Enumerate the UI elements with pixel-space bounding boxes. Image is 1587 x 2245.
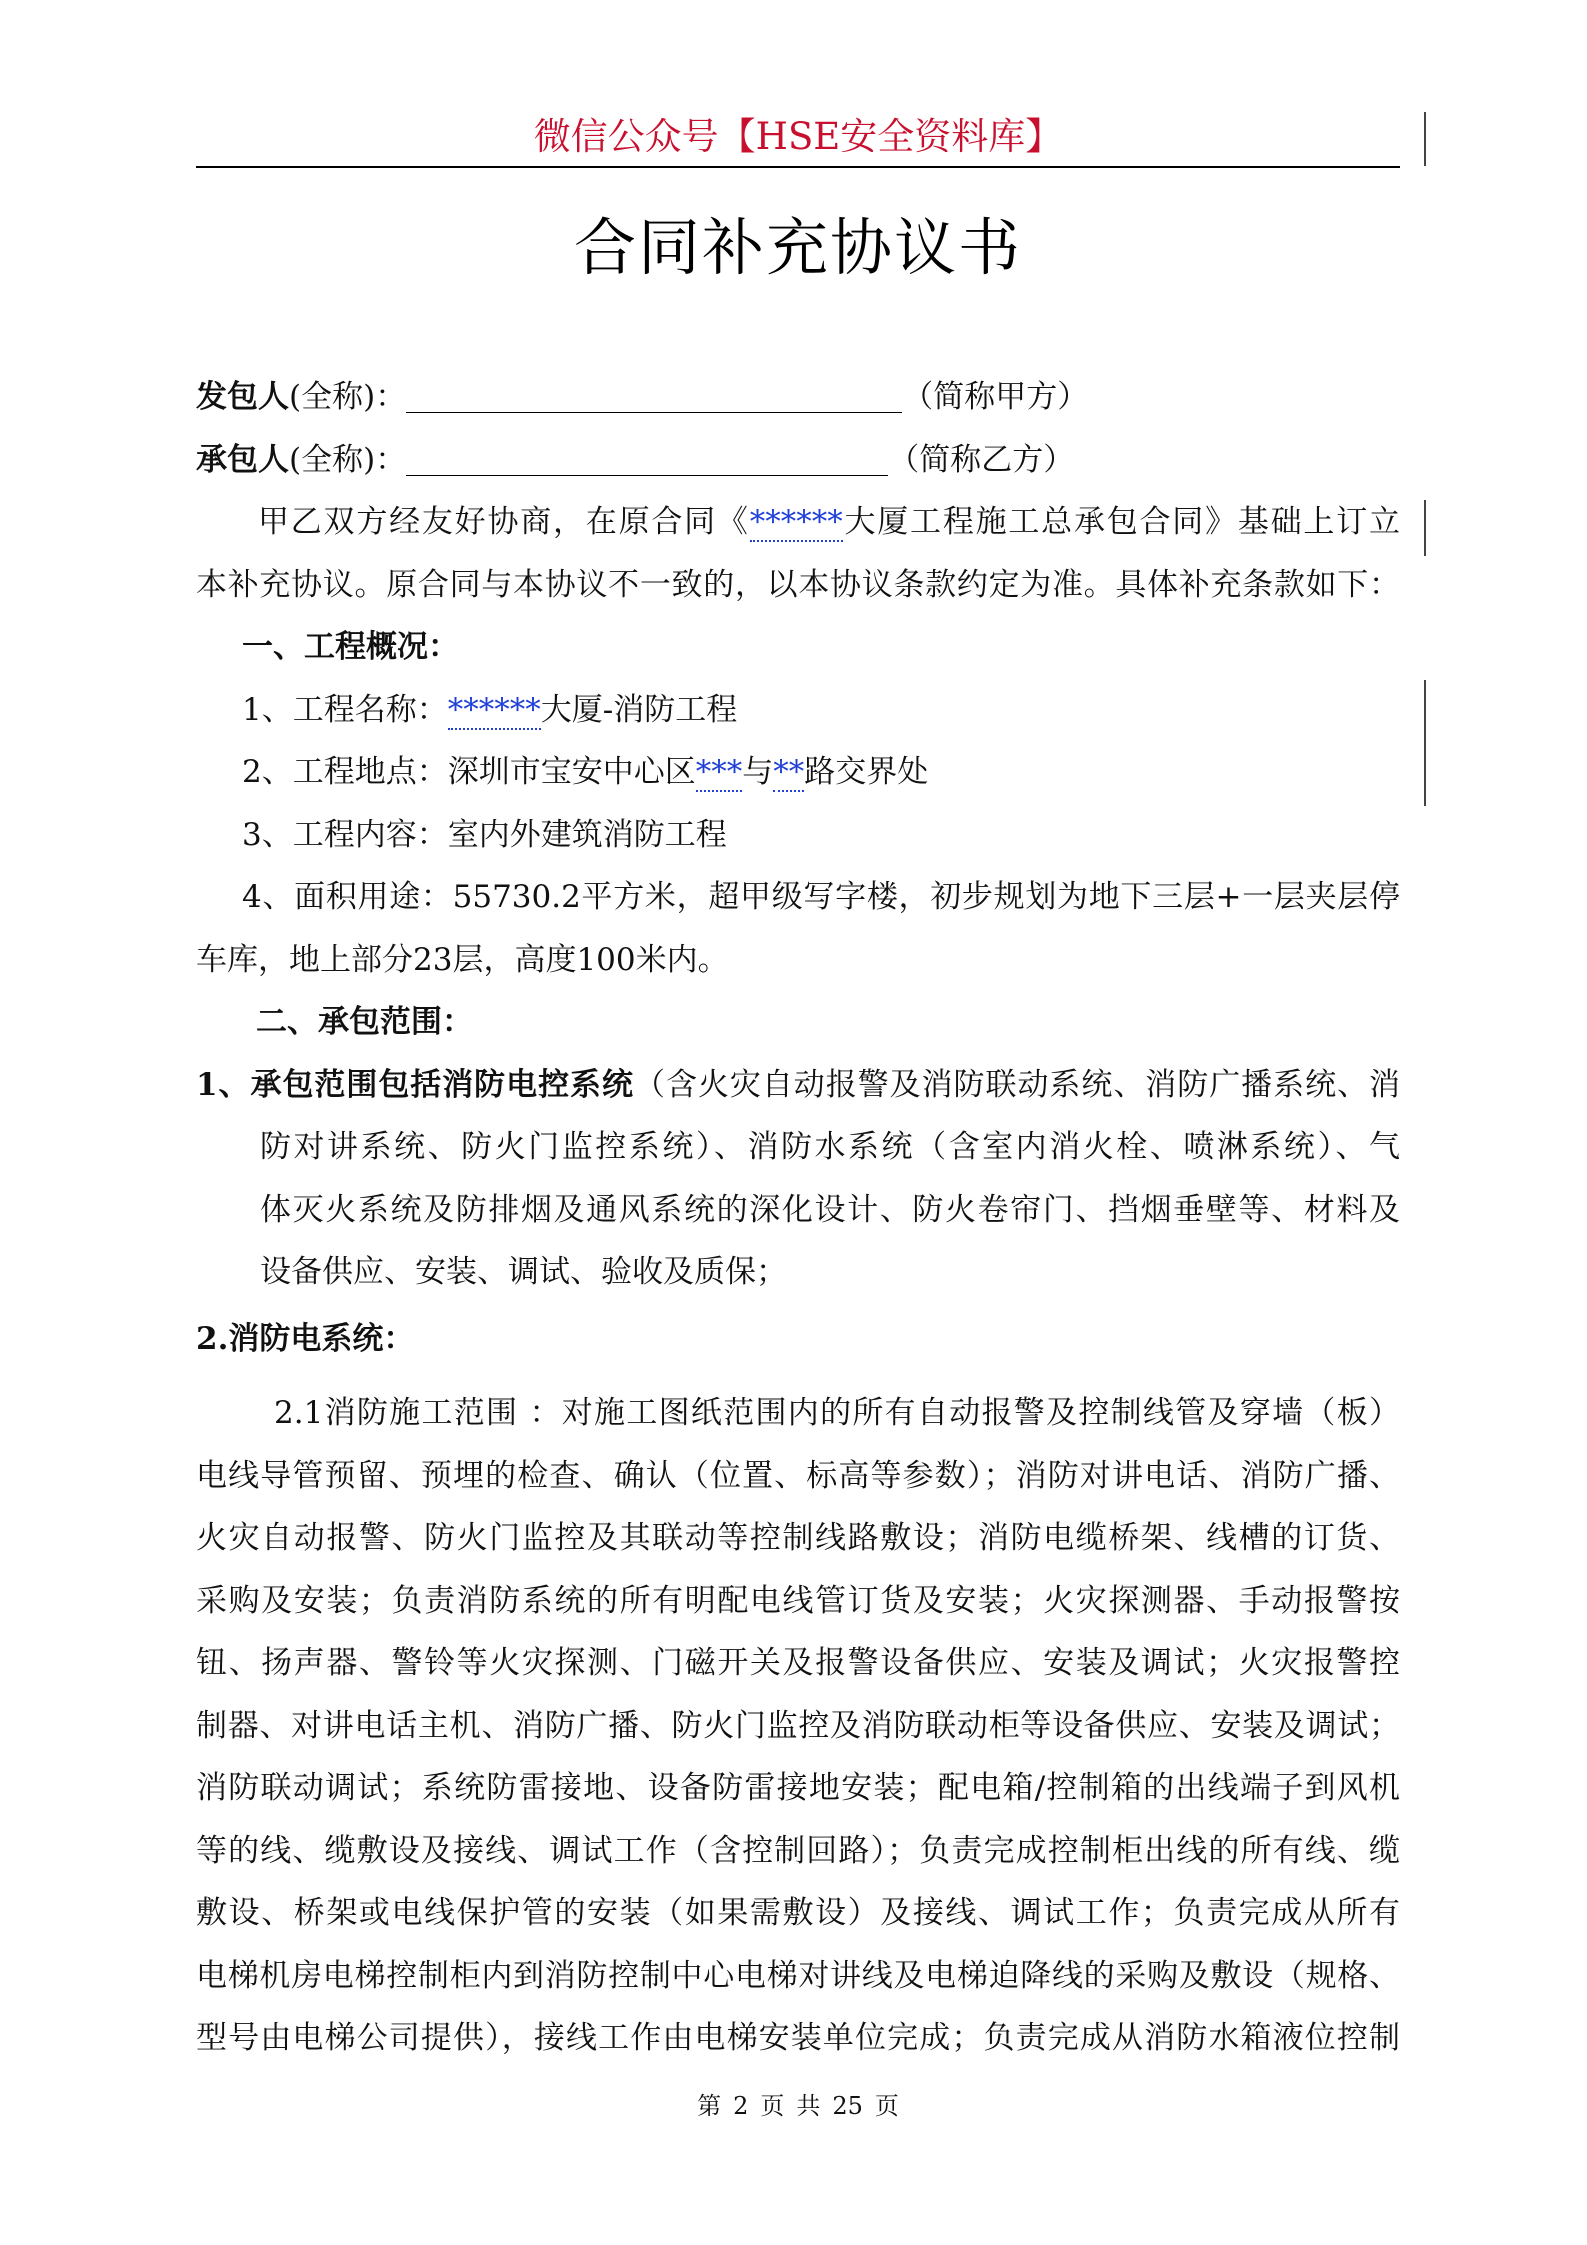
item-value: 与: [742, 754, 774, 790]
contractor-note: (全称)：: [289, 441, 407, 478]
contractor-blank: [406, 445, 888, 476]
scope-line-2: 防对讲系统、防火门监控系统）、消防水系统（含室内消火栓、喷淋系统）、气: [260, 1129, 1400, 1165]
electrical-line: 电梯机房电梯控制柜内到消防控制中心电梯对讲线及电梯迫降线的采购及敷设（规格、: [196, 1957, 1400, 1994]
item-label: 1、工程名称：: [242, 691, 448, 728]
footer-text: 共: [796, 2092, 821, 2120]
scope-line-4: 设备供应、安装、调试、验收及质保；: [260, 1254, 787, 1290]
section-heading-overview: 一、工程概况：: [242, 629, 459, 665]
project-name-link[interactable]: ******: [447, 691, 541, 728]
revision-bar: [1424, 112, 1426, 166]
intro-text: 甲乙双方经友好协商，在原合同《: [258, 504, 750, 540]
item-value: 大厦-消防工程: [540, 691, 738, 728]
overview-item-content: 3、工程内容：室内外建筑消防工程: [242, 816, 727, 853]
section-heading-scope: 二、承包范围：: [256, 1004, 473, 1040]
document-body: [196, 366, 1400, 2070]
revision-bar: [1424, 500, 1426, 556]
employer-label: 发包人: [196, 379, 289, 415]
intro-text: 大厦工程施工总承包合同》基础上订立: [842, 504, 1400, 540]
footer-text: 第: [697, 2092, 722, 2120]
contractor-suffix: （简称乙方）: [888, 441, 1075, 478]
electrical-line: 消防联动调试；系统防雷接地、设备防雷接地安装；配电箱/控制箱的出线端子到风机: [196, 1770, 1400, 1806]
scope-line-3: 体灭火系统及防排烟及通风系统的深化设计、防火卷帘门、挡烟垂壁等、材料及: [260, 1191, 1400, 1228]
item-value: 路交界处: [804, 754, 929, 790]
electrical-line: 型号由电梯公司提供），接线工作由电梯安装单位完成；负责完成从消防水箱液位控制: [196, 2020, 1400, 2056]
overview-item-name: [196, 679, 1400, 742]
revision-bar: [1424, 680, 1426, 806]
employer-line: [196, 366, 1400, 429]
overview-item-location: [196, 741, 1400, 804]
employer-suffix: （简称甲方）: [902, 379, 1089, 415]
road-link-2[interactable]: **: [773, 754, 805, 790]
scope-lead: 1、承包范围包括消防电控系统: [196, 1066, 634, 1103]
item-label: 2、工程地点：深圳市宝安中心区: [242, 754, 696, 790]
employer-note: (全称)：: [289, 379, 407, 415]
employer-blank: [406, 382, 902, 413]
road-link-1[interactable]: ***: [695, 754, 743, 790]
electrical-paragraph: [196, 1382, 1400, 2070]
header-rule: [196, 166, 1400, 168]
page-total: 25: [832, 2092, 863, 2120]
electrical-line: 2.1消防施工范围 ：对施工图纸范围内的所有自动报警及控制线管及穿墙（板）: [274, 1395, 1400, 1431]
electrical-line: 钮、扬声器、警铃等火灾探测、门磁开关及报警设备供应、安装及调试；火灾报警控: [196, 1645, 1400, 1681]
electrical-line: 采购及安装；负责消防系统的所有明配电线管订货及安装；火灾探测器、手动报警按: [196, 1582, 1400, 1619]
footer-text: 页: [760, 2092, 785, 2120]
contract-name-link[interactable]: ******: [749, 504, 843, 540]
overview-item-area-1: 4、面积用途：55730.2平方米，超甲级写字楼，初步规划为地下三层+一层夹层停: [242, 879, 1400, 915]
section-heading-electrical: 2.消防电系统：: [196, 1320, 415, 1357]
overview-item-area-2: 车库，地上部分23层，高度100米内。: [196, 941, 729, 978]
page-footer: [196, 2088, 1400, 2124]
electrical-line: 火灾自动报警、防火门监控及其联动等控制线路敷设；消防电缆桥架、线槽的订货、: [196, 1520, 1400, 1556]
electrical-line: 敷设、桥架或电线保护管的安装（如果需敷设）及接线、调试工作；负责完成从所有: [196, 1895, 1400, 1931]
header-text: 微信公众号【HSE安全资料库】: [533, 115, 1063, 158]
footer-text: 页: [874, 2092, 899, 2120]
electrical-line: 制器、对讲电话主机、消防广播、防火门监控及消防联动柜等设备供应、安装及调试；: [196, 1707, 1400, 1744]
electrical-line: 等的线、缆敷设及接线、调试工作（含控制回路）；负责完成控制柜出线的所有线、缆: [196, 1832, 1400, 1869]
contractor-line: [196, 429, 1400, 492]
electrical-line: 电线导管预留、预埋的检查、确认（位置、标高等参数）；消防对讲电话、消防广播、: [196, 1457, 1400, 1494]
intro-line-1: [196, 491, 1400, 554]
intro-line-2: 本补充协议。原合同与本协议不一致的，以本协议条款约定为准。具体补充条款如下：: [196, 566, 1400, 603]
scope-line-1: [196, 1054, 1400, 1117]
contractor-label: 承包人: [196, 441, 289, 478]
scope-text: （含火灾自动报警及消防联动系统、消防广播系统、消: [633, 1066, 1401, 1103]
page-title: 合同补充协议书: [573, 211, 1022, 284]
page-number: 2: [733, 2092, 749, 2120]
